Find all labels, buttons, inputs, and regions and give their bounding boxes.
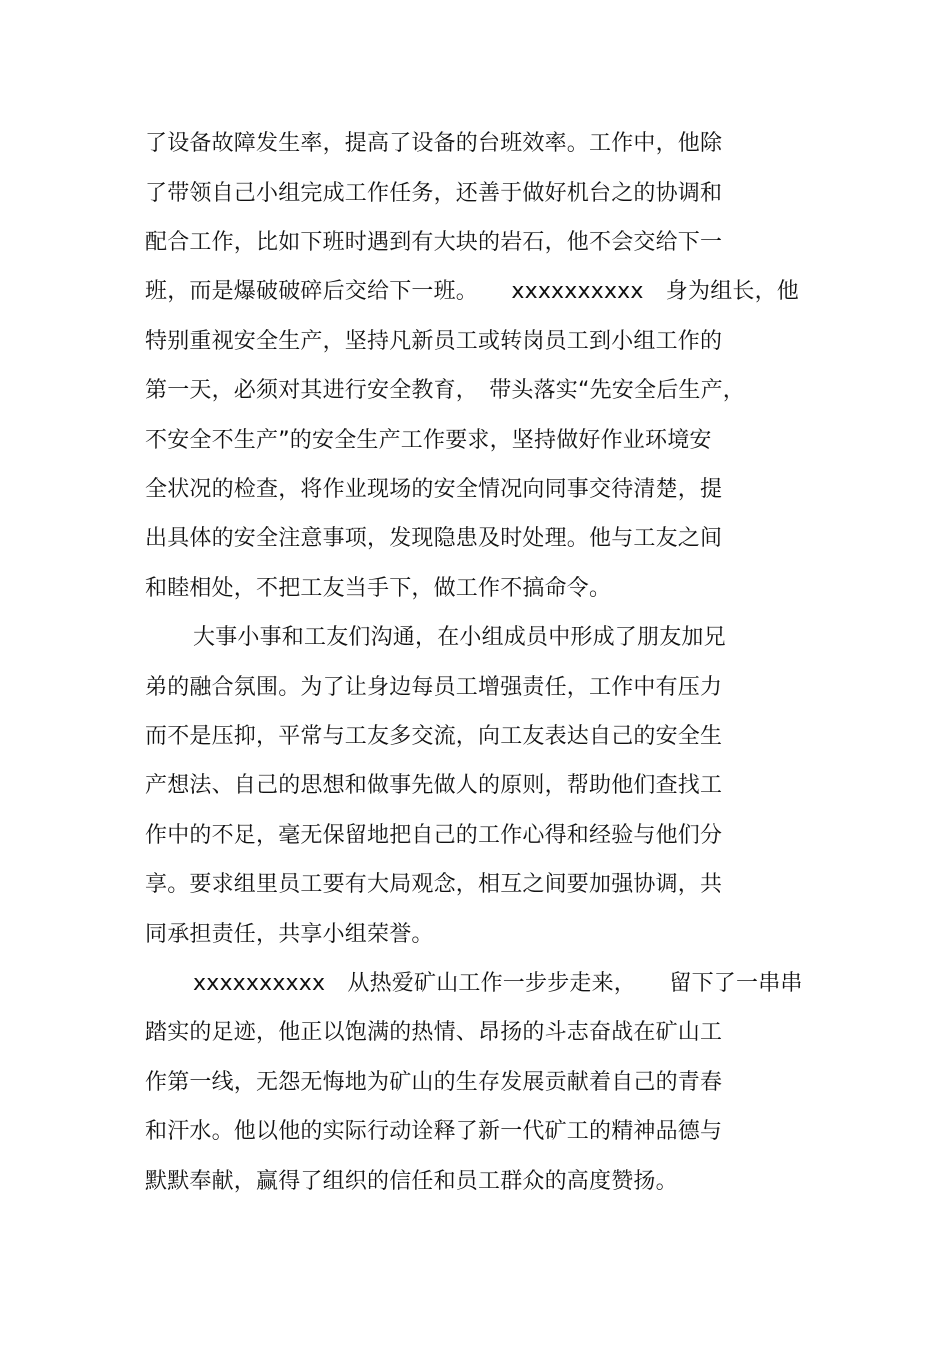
text-line: 和睦相处，不把工友当手下，做工作不搞命令。 [145, 576, 612, 601]
text-line: 弟的融合氛围。为了让身边每员工增强责任，工作中有压力 [145, 675, 723, 700]
text-line: 而不是压抑，平常与工友多交流，向工友表达自己的安全生 [145, 724, 723, 749]
text-line: 享。要求组里员工要有大局观念，相互之间要加强协调，共 [145, 872, 723, 897]
text-line: 了设备故障发生率，提高了设备的台班效率。工作中，他除 [145, 131, 723, 156]
text-line: 作中的不足，毫无保留地把自己的工作心得和经验与他们分 [145, 823, 723, 848]
text-line: 班，而是爆破破碎后交给下一班。 xxxxxxxxxx 身为组长，他 [145, 279, 799, 304]
text-line: 同承担责任，共享小组荣誉。 [145, 922, 434, 947]
text-line: 出具体的安全注意事项，发现隐患及时处理。他与工友之间 [145, 526, 723, 551]
text-line: 踏实的足迹，他正以饱满的热情、昂扬的斗志奋战在矿山工 [145, 1020, 723, 1045]
text-line: 特别重视安全生产，坚持凡新员工或转岗员工到小组工作的 [145, 329, 723, 354]
text-line: 第一天，必须对其进行安全教育， 带头落实“先安全后生产， [145, 378, 745, 403]
text-line: 作第一线，无怨无悔地为矿山的生存发展贡献着自己的青春 [145, 1070, 723, 1095]
text-line: 和汗水。他以他的实际行动诠释了新一代矿工的精神品德与 [145, 1119, 723, 1144]
text-line: 不安全不生产”的安全生产工作要求，坚持做好作业环境安 [145, 428, 712, 453]
text-line: 了带领自己小组完成工作任务，还善于做好机台之的协调和 [145, 181, 723, 206]
paragraph-first-line: xxxxxxxxxx 从热爱矿山工作一步步走来， 留下了一串串 [193, 971, 803, 996]
text-line: 默默奉献，赢得了组织的信任和员工群众的高度赞扬。 [145, 1169, 678, 1194]
paragraph-first-line: 大事小事和工友们沟通，在小组成员中形成了朋友加兄 [193, 625, 726, 650]
text-line: 配合工作，比如下班时遇到有大块的岩石，他不会交给下一 [145, 230, 723, 255]
text-line: 产想法、自己的思想和做事先做人的原则，帮助他们查找工 [145, 773, 723, 798]
text-line: 全状况的检查，将作业现场的安全情况向同事交待清楚，提 [145, 477, 723, 502]
